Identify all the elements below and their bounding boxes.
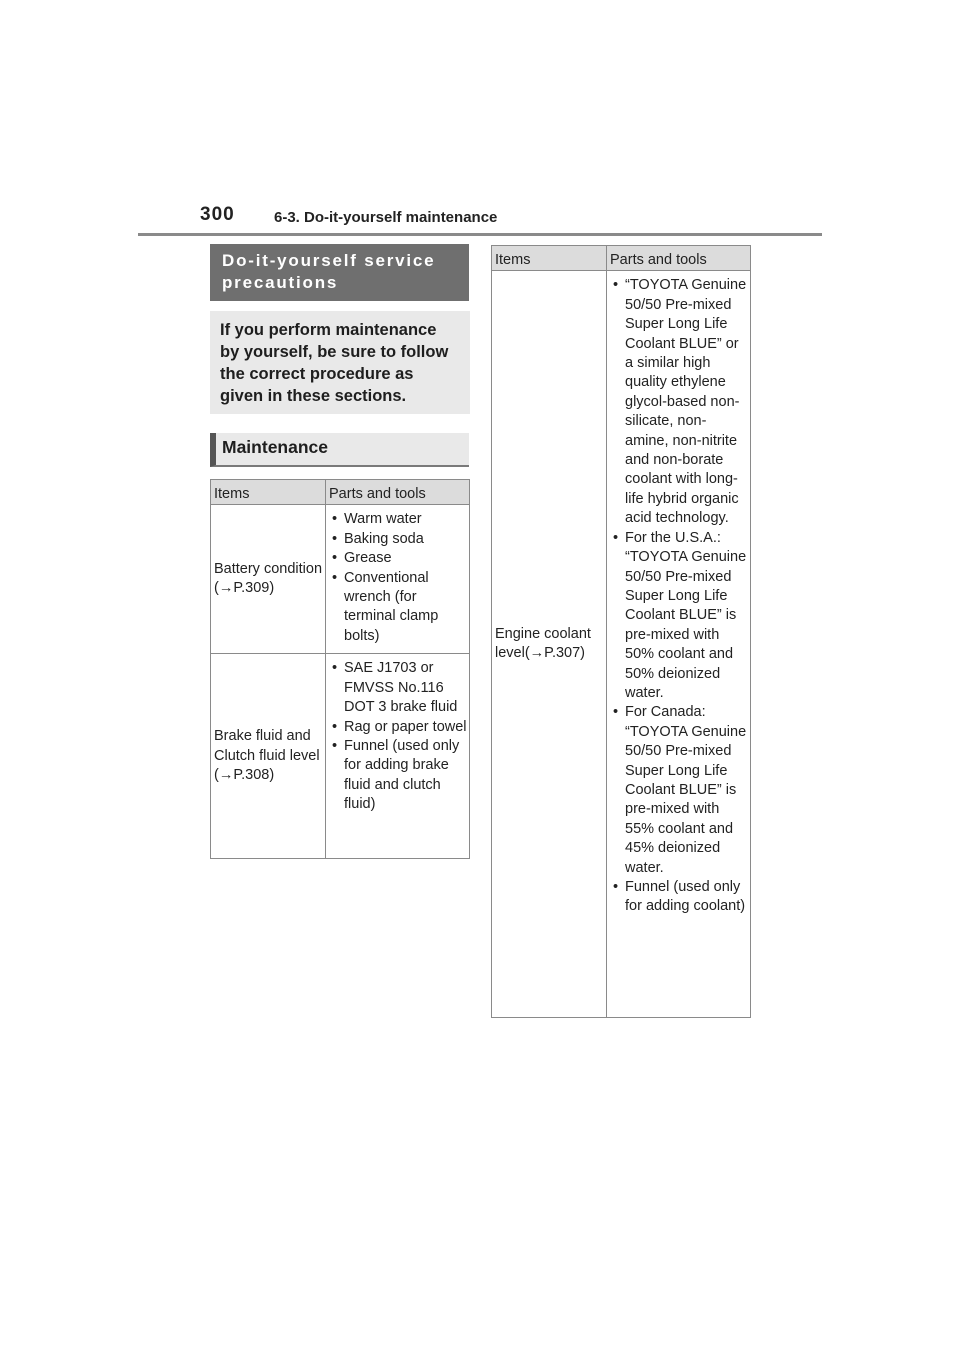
list-item: • Warm water — [329, 510, 467, 529]
table-row — [211, 654, 470, 859]
maintenance-heading: Maintenance — [210, 433, 469, 467]
table-header-row — [492, 246, 751, 271]
tools-column-header: Parts and tools — [326, 480, 470, 505]
table-row — [211, 505, 470, 654]
table-row — [492, 271, 751, 1018]
list-item: • SAE J1703 or FMVSS No.116 DOT 3 brake fluid — [329, 659, 467, 717]
tools-cell — [326, 505, 470, 654]
list-item: • Grease — [329, 549, 467, 568]
service-precautions-heading: Do-it-yourself service precautions — [210, 244, 469, 301]
list-item: • Rag or paper towel — [329, 718, 467, 737]
item-cell: Engine coolant level(→P.307) — [492, 271, 607, 1018]
items-column-header: Items — [211, 480, 326, 505]
tools-cell — [607, 271, 751, 1018]
items-column-header: Items — [492, 246, 607, 271]
table-header-row — [211, 480, 470, 505]
section-title: 6-3. Do-it-yourself maintenance — [274, 209, 498, 226]
tools-column-header: Parts and tools — [607, 246, 751, 271]
page-header — [0, 0, 960, 240]
list-item: • Funnel (used only for adding brake fluid and clutch fluid) — [329, 737, 467, 815]
tools-list — [610, 276, 748, 916]
list-item: • “TOYOTA Genuine 50/50 Pre-mixed Super Long Life Coolant BLUE” or a similar high quality ethylene glycol-based non-silicate, non-amine, non-nitrite and non-borate coolant with long-life hybrid organic acid technology. — [610, 276, 748, 528]
list-item: • For the U.S.A.: “TOYOTA Genuine 50/50 Pre-mixed Super Long Life Coolant BLUE” is pre-mixed with 50% coolant and 50% deionized water. — [610, 529, 748, 704]
item-cell: Brake fluid and Clutch fluid level (→P.308) — [211, 654, 326, 859]
page-number: 300 — [200, 204, 235, 225]
list-item: • Funnel (used only for adding coolant) — [610, 878, 748, 917]
header-divider — [138, 233, 822, 236]
item-cell: Battery condition (→P.309) — [211, 505, 326, 654]
intro-note: If you perform maintenance by yourself, be sure to follow the correct procedure as given in these sections. — [210, 311, 470, 414]
maintenance-table-left — [210, 479, 470, 859]
tools-list — [329, 659, 467, 814]
maintenance-table-right — [491, 245, 751, 1018]
list-item: • Baking soda — [329, 530, 467, 549]
tools-list — [329, 510, 467, 646]
list-item: • For Canada: “TOYOTA Genuine 50/50 Pre-mixed Super Long Life Coolant BLUE” is pre-mixed with 55% coolant and 45% deionized water. — [610, 703, 748, 878]
list-item: • Conventional wrench (for terminal clamp bolts) — [329, 569, 467, 647]
tools-cell — [326, 654, 470, 859]
